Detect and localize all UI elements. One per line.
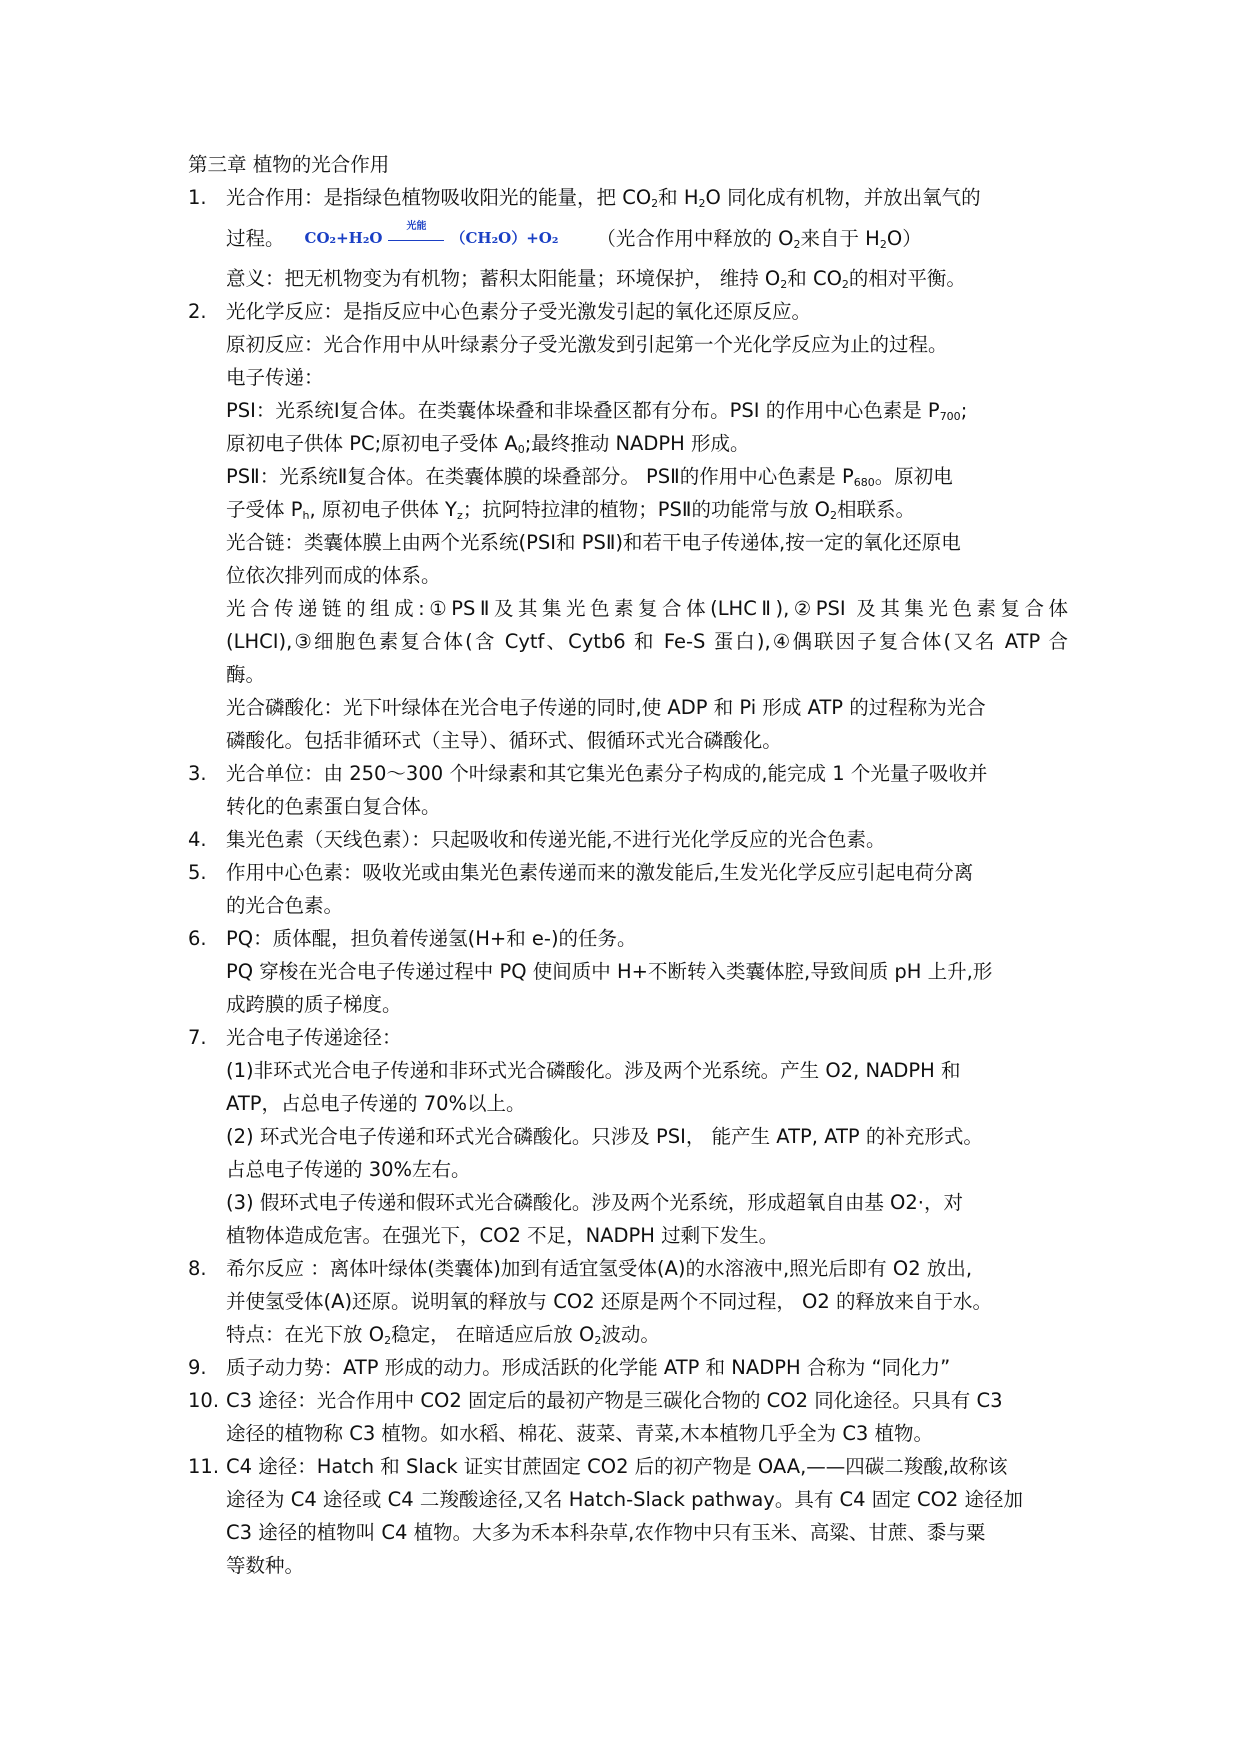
text-line: 光合单位：由 250～300 个叶绿素和其它集光色素分子构成的,能完成 1 个光量子吸收并 bbox=[226, 762, 988, 785]
feature-line: 特点：在光下放 $O_2$稳定， 在暗适应后放 $O_2$波动。 bbox=[226, 1323, 660, 1347]
text-line: 位依次排列而成的体系。 bbox=[226, 564, 441, 587]
text-line: 途径为 C4 途径或 C4 二羧酸途径,又名 Hatch-Slack pathway。具有 C4 固定 CO2 途径加 bbox=[226, 1488, 1024, 1511]
psii-line: PSⅡ：光系统Ⅱ复合体。在类囊体膜的垛叠部分。 PSⅡ的作用中心色素是 $P_{680}$。原初电 bbox=[226, 465, 953, 489]
list-item-10 bbox=[188, 1384, 1068, 1450]
text-line: 光合磷酸化：光下叶绿体在光合电子传递的同时,使 ADP 和 Pi 形成 ATP 的过程称为光合 bbox=[226, 696, 986, 719]
chapter-title: 第三章 植物的光合作用 bbox=[188, 153, 390, 176]
list-item-4 bbox=[188, 823, 1068, 856]
reaction-arrow: 光能 bbox=[388, 230, 444, 246]
document-body bbox=[188, 148, 1068, 1582]
item-number: 2. bbox=[188, 300, 207, 323]
item-number: 7. bbox=[188, 1026, 207, 1049]
list-item-3 bbox=[188, 757, 1068, 823]
list-item-9 bbox=[188, 1351, 1068, 1384]
item-number: 10. bbox=[188, 1389, 220, 1412]
text-line: 转化的色素蛋白复合体。 bbox=[226, 795, 441, 818]
item-number: 5. bbox=[188, 861, 207, 884]
equation-note: （光合作用中释放的 $O_2$来自于 $H_2O$） bbox=[596, 226, 922, 251]
text-line: 等数种。 bbox=[226, 1554, 305, 1577]
psi-line: 原初电子供体 PC;原初电子受体 $A_0$;最终推动 NADPH 形成。 bbox=[226, 432, 750, 456]
psii-line: 子受体 $P_h$, 原初电子供体 $Y_z$；抗阿特拉津的植物；PSⅡ的功能常与放 $O_2$相联系。 bbox=[226, 498, 916, 522]
item-number: 3. bbox=[188, 762, 207, 785]
text-line: 磷酸化。包括非循环式（主导）、循环式、假循环式光合磷酸化。 bbox=[226, 729, 782, 752]
photosynthesis-equation: CO₂+H₂O 光能 （CH₂O）+O₂ bbox=[304, 221, 559, 247]
text-line: (1)非环式光合电子传递和非环式光合磷酸化。涉及两个光系统。产生 O2, NADPH 和 bbox=[226, 1059, 961, 1082]
item-number: 8. bbox=[188, 1257, 207, 1280]
text-line: C3 途径的植物叫 C4 植物。大多为禾本科杂草,农作物中只有玉米、高粱、甘蔗、黍与粟 bbox=[226, 1521, 986, 1544]
text-line: 集光色素（天线色素）：只起吸收和传递光能,不进行光化学反应的光合色素。 bbox=[226, 828, 886, 851]
text-line: C3 途径：光合作用中 CO2 固定后的最初产物是三碳化合物的 CO2 同化途径。只具有 C3 bbox=[226, 1389, 1003, 1412]
list-item-2 bbox=[188, 295, 1068, 757]
definition-line: 光合作用：是指绿色植物吸收阳光的能量，把 $CO_2$和 $H_2O$ 同化成有机物，并放出氧气的 bbox=[226, 186, 981, 210]
list-item-8 bbox=[188, 1252, 1068, 1351]
text-line: (LHCI),③细胞色素复合体(含 Cytf、Cytb6 和 Fe-S 蛋白),④偶联因子复合体(又名 ATP 合 bbox=[226, 630, 1068, 653]
psi-line: PSI：光系统Ⅰ复合体。在类囊体垛叠和非垛叠区都有分布。PSI 的作用中心色素是 $P_{700}$; bbox=[226, 399, 968, 423]
text-line: 电子传递： bbox=[226, 366, 324, 389]
item-number: 1. bbox=[188, 186, 207, 209]
text-line: 光合电子传递途径： bbox=[226, 1026, 402, 1049]
text-line: 希尔反应 ：离体叶绿体(类囊体)加到有适宜氢受体(A)的水溶液中,照光后即有 O2 放出, bbox=[226, 1257, 973, 1280]
item-number: 11. bbox=[188, 1455, 220, 1478]
item-number: 9. bbox=[188, 1356, 207, 1379]
item-number: 6. bbox=[188, 927, 207, 950]
text-line: 途径的植物称 C3 植物。如水稻、棉花、菠菜、青菜,木本植物几乎全为 C3 植物。 bbox=[226, 1422, 934, 1445]
text-line: 光合传递链的组成:①PSⅡ及其集光色素复合体(LHCⅡ),②PSI 及其集光色素复合体 bbox=[226, 597, 1068, 620]
list-item-1 bbox=[188, 181, 1068, 295]
list-item-5 bbox=[188, 856, 1068, 922]
text-line: 的光合色素。 bbox=[226, 894, 344, 917]
text-line: PQ 穿梭在光合电子传递过程中 PQ 使间质中 H+不断转入类囊体腔,导致间质 pH 上升,形 bbox=[226, 960, 993, 983]
text-line: 作用中心色素：吸收光或由集光色素传递而来的激发能后,生发光化学反应引起电荷分离 bbox=[226, 861, 974, 884]
item-number: 4. bbox=[188, 828, 207, 851]
text-line: 酶。 bbox=[226, 663, 266, 686]
text-line: 并使氢受体(A)还原。说明氧的释放与 CO2 还原是两个不同过程， O2 的释放来自于水。 bbox=[226, 1290, 992, 1313]
text-line: 质子动力势：ATP 形成的动力。形成活跃的化学能 ATP 和 NADPH 合称为 “同化力” bbox=[226, 1356, 951, 1379]
text-line: 植物体造成危害。在强光下，CO2 不足，NADPH 过剩下发生。 bbox=[226, 1224, 779, 1247]
text-line: 成跨膜的质子梯度。 bbox=[226, 993, 402, 1016]
text-line: ATP，占总电子传递的 70%以上。 bbox=[226, 1092, 526, 1115]
text-line: 占总电子传递的 30%左右。 bbox=[226, 1158, 471, 1181]
text-line: 原初反应：光合作用中从叶绿素分子受光激发到引起第一个光化学反应为止的过程。 bbox=[226, 333, 948, 356]
list-item-11 bbox=[188, 1450, 1068, 1582]
equation-line: 过程。 CO₂+H₂O 光能 （CH₂O）+O₂ （光合作用中释放的 $O_2$来自于 $H_2O$） bbox=[226, 214, 1068, 262]
text-line: PQ：质体醌，担负着传递氢(H+和 e-)的任务。 bbox=[226, 927, 637, 950]
text-line: (3) 假环式电子传递和假环式光合磷酸化。涉及两个光系统，形成超氧自由基 O2·，对 bbox=[226, 1191, 963, 1214]
list-item-7 bbox=[188, 1021, 1068, 1252]
significance-line: 意义：把无机物变为有机物；蓄积太阳能量；环境保护， 维持 $O_2$和 $CO_2$的相对平衡。 bbox=[226, 267, 966, 291]
text-line: C4 途径：Hatch 和 Slack 证实甘蔗固定 CO2 后的初产物是 OAA,——四碳二羧酸,故称该 bbox=[226, 1455, 1008, 1478]
list-item-6 bbox=[188, 922, 1068, 1021]
text-line: 光化学反应：是指反应中心色素分子受光激发引起的氧化还原反应。 bbox=[226, 300, 812, 323]
text-line: (2) 环式光合电子传递和环式光合磷酸化。只涉及 PSI， 能产生 ATP, ATP 的补充形式。 bbox=[226, 1125, 983, 1148]
text-line: 光合链：类囊体膜上由两个光系统(PSⅠ和 PSⅡ)和若干电子传递体,按一定的氧化还原电 bbox=[226, 531, 961, 554]
